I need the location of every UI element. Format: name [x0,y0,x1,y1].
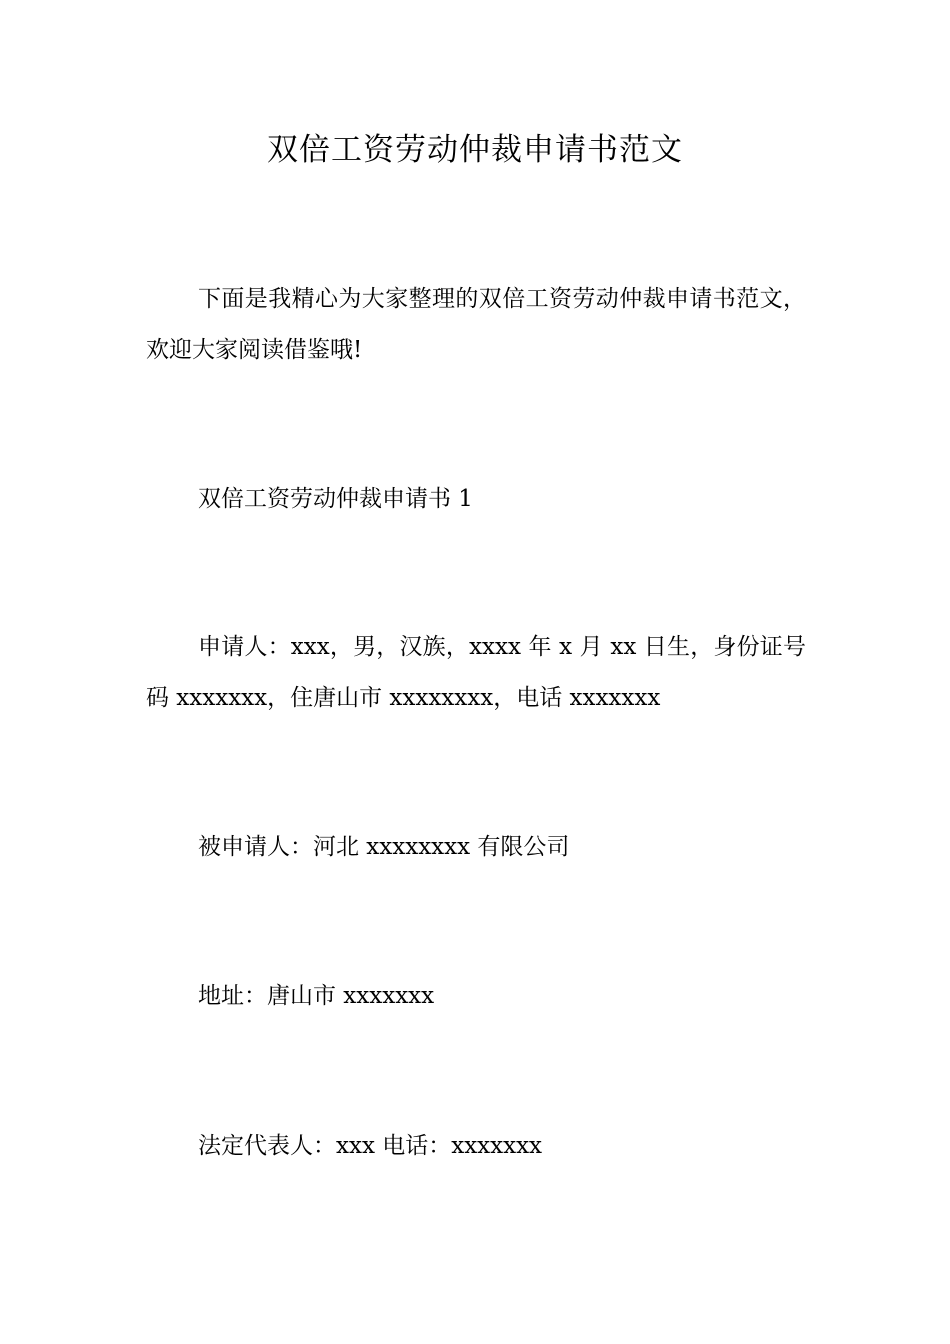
intro-paragraph: 下面是我精心为大家整理的双倍工资劳动仲裁申请书范文，欢迎大家阅读借鉴哦! [146,286,806,363]
address-paragraph: 地址：唐山市 xxxxxxx [198,983,435,1009]
applicant-paragraph: 申请人：xxx，男，汉族，xxxx 年 x 月 xx 日生，身份证号码 xxxxxxx，住唐山市 xxxxxxxx，电话 xxxxxxx [146,634,806,711]
legal-representative-paragraph: 法定代表人：xxx 电话：xxxxxxx [198,1133,543,1159]
respondent-paragraph: 被申请人：河北 xxxxxxxx 有限公司 [198,834,570,860]
document-title: 双倍工资劳动仲裁申请书范文 [267,132,683,168]
section-heading: 双倍工资劳动仲裁申请书 1 [198,486,473,512]
